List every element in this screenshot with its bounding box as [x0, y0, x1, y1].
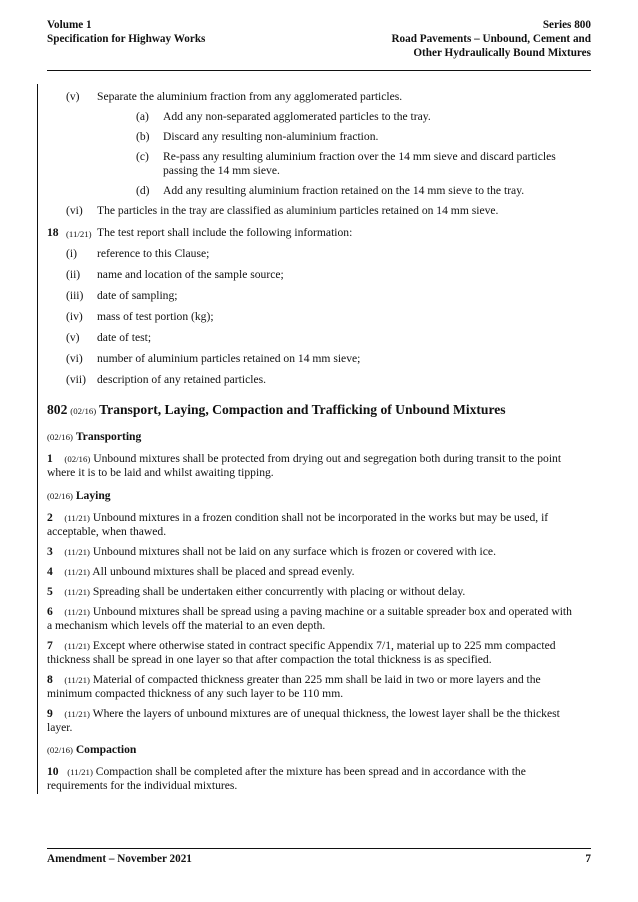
subitem-text: Add any non-separated agglomerated particles to the tray.: [163, 110, 431, 123]
paragraph-text: Material of compacted thickness greater than 225 mm shall be laid in two or more layers and the: [92, 673, 541, 686]
subitem-number: (b): [136, 130, 150, 143]
volume-label: Volume 1: [47, 19, 92, 31]
subheading-transporting: [47, 430, 141, 444]
paragraph-text: Unbound mixtures shall not be laid on any surface which is frozen or covered with ice.: [92, 545, 496, 558]
header-left: [47, 18, 205, 46]
paragraph-number: 4: [47, 565, 53, 578]
paragraph-text-cont: layer.: [47, 721, 73, 734]
paragraph-text: Unbound mixtures shall be spread using a paving machine or a suitable spreader box and operated with: [92, 605, 572, 618]
amendment-ref: (11/21): [64, 607, 90, 617]
paragraph-text: Except where otherwise stated in contract specific Appendix 7/1, material up to 225 mm compacted: [92, 639, 556, 652]
list-item-number: (vii): [66, 373, 86, 386]
subheading-title: Laying: [75, 489, 111, 502]
amendment-ref: (11/21): [64, 587, 90, 597]
amendment-ref: (11/21): [64, 709, 90, 719]
item-text: Separate the aluminium fraction from any agglomerated particles.: [97, 90, 403, 103]
paragraph-text: Spreading shall be undertaken either concurrently with placing or without delay.: [92, 585, 466, 598]
paragraph-text-cont: acceptable, when thawed.: [47, 525, 167, 538]
paragraph-text-cont: thickness shall be spread in one layer so that after compaction the total thickness is as specified.: [47, 653, 492, 666]
subitem-number: (c): [136, 150, 149, 163]
subheading-title: Transporting: [75, 430, 142, 443]
paragraph-text-cont: a mechanism which levels off the material to an even depth.: [47, 619, 326, 632]
list-item-number: (i): [66, 247, 77, 260]
paragraph-7: [47, 639, 556, 653]
item-number: (vi): [66, 204, 83, 217]
series-title-line2: Other Hydraulically Bound Mixtures: [413, 47, 591, 59]
list-item-text: mass of test portion (kg);: [97, 310, 214, 323]
list-item-number: (ii): [66, 268, 81, 281]
amendment-ref: (11/21): [64, 675, 90, 685]
paragraph-text: Unbound mixtures in a frozen condition shall not be incorporated in the works but may be used, if: [92, 511, 549, 524]
list-item-text: reference to this Clause;: [97, 247, 210, 260]
paragraph-text-cont: where it is to be laid and whilst awaiting tipping.: [47, 466, 274, 479]
subitem-text: Discard any resulting non-aluminium fraction.: [163, 130, 379, 143]
amendment-ref: (11/21): [66, 229, 92, 239]
amendment-ref: (11/21): [67, 767, 93, 777]
list-item-text: date of sampling;: [97, 289, 178, 302]
page-number: 7: [585, 853, 591, 865]
paragraph-text: Where the layers of unbound mixtures are of unequal thickness, the lowest layer shall be the thickest: [92, 707, 560, 720]
paragraph-number: 3: [47, 545, 53, 558]
paragraph-text: Compaction shall be completed after the mixture has been spread and in accordance with the: [95, 765, 526, 778]
amendment-ref: (02/16): [47, 491, 73, 501]
subheading-compaction: [47, 743, 136, 757]
clause-number: 18: [47, 226, 59, 239]
subitem-text: Add any resulting aluminium fraction retained on the 14 mm sieve to the tray.: [163, 184, 525, 197]
paragraph-text-cont: minimum compacted thickness of any such layer to be 110 mm.: [47, 687, 344, 700]
document-title: Specification for Highway Works: [47, 33, 206, 45]
paragraph-number: 6: [47, 605, 53, 618]
paragraph-text-cont: requirements for the individual mixtures.: [47, 779, 238, 792]
paragraph-4: [47, 565, 355, 579]
section-title: Transport, Laying, Compaction and Trafficking of Unbound Mixtures: [99, 402, 506, 417]
paragraph-number: 1: [47, 452, 53, 465]
paragraph-text: Unbound mixtures shall be protected from drying out and segregation both during transit to the point: [93, 452, 562, 465]
amendment-ref: (02/16): [47, 432, 73, 442]
paragraph-number: 10: [47, 765, 59, 778]
list-item-number: (iii): [66, 289, 84, 302]
amendment-ref: (11/21): [64, 641, 90, 651]
subitem-number: (d): [136, 184, 150, 197]
subitem-number: (a): [136, 110, 149, 123]
paragraph-number: 5: [47, 585, 53, 598]
paragraph-number: 9: [47, 707, 53, 720]
section-heading: [47, 403, 506, 418]
subheading-laying: [47, 489, 111, 503]
list-item-text: name and location of the sample source;: [97, 268, 284, 281]
clause-text: The test report shall include the following information:: [97, 226, 353, 239]
section-number: 802: [47, 402, 68, 417]
amendment-ref: (11/21): [64, 513, 90, 523]
footer-rule: [47, 848, 591, 849]
subitem-text-cont: passing the 14 mm sieve.: [163, 164, 280, 177]
amendment-ref: (02/16): [70, 406, 97, 416]
paragraph-5: [47, 585, 465, 599]
list-item-number: (vi): [66, 352, 83, 365]
amendment-ref: (02/16): [64, 454, 91, 464]
series-title-line1: Road Pavements – Unbound, Cement and: [391, 33, 591, 45]
subheading-title: Compaction: [75, 743, 137, 756]
paragraph-9: [47, 707, 560, 721]
amendment-ref: (02/16): [47, 745, 73, 755]
header-right: [391, 18, 591, 60]
paragraph-number: 8: [47, 673, 53, 686]
list-item-text: description of any retained particles.: [97, 373, 267, 386]
paragraph-text: All unbound mixtures shall be placed and spread evenly.: [92, 565, 355, 578]
list-item-number: (iv): [66, 310, 83, 323]
header-rule: [47, 70, 591, 71]
amendment-ref: (11/21): [64, 547, 90, 557]
item-number: (v): [66, 90, 80, 103]
footer-amendment: Amendment – November 2021: [47, 853, 192, 865]
paragraph-number: 2: [47, 511, 53, 524]
list-item-text: number of aluminium particles retained on 14 mm sieve;: [97, 352, 361, 365]
item-text: The particles in the tray are classified as aluminium particles retained on 14 mm sieve.: [97, 204, 499, 217]
amendment-ref: (11/21): [64, 567, 90, 577]
paragraph-3: [47, 545, 496, 559]
paragraph-6: [47, 605, 572, 619]
change-bar: [37, 84, 38, 794]
paragraph-2: [47, 511, 548, 525]
list-item-text: date of test;: [97, 331, 152, 344]
subitem-text: Re-pass any resulting aluminium fraction over the 14 mm sieve and discard particles: [163, 150, 556, 163]
paragraph-10: [47, 765, 526, 779]
series-label: Series 800: [542, 19, 591, 31]
list-item-number: (v): [66, 331, 80, 344]
paragraph-1: [47, 452, 561, 466]
paragraph-8: [47, 673, 541, 687]
paragraph-number: 7: [47, 639, 53, 652]
